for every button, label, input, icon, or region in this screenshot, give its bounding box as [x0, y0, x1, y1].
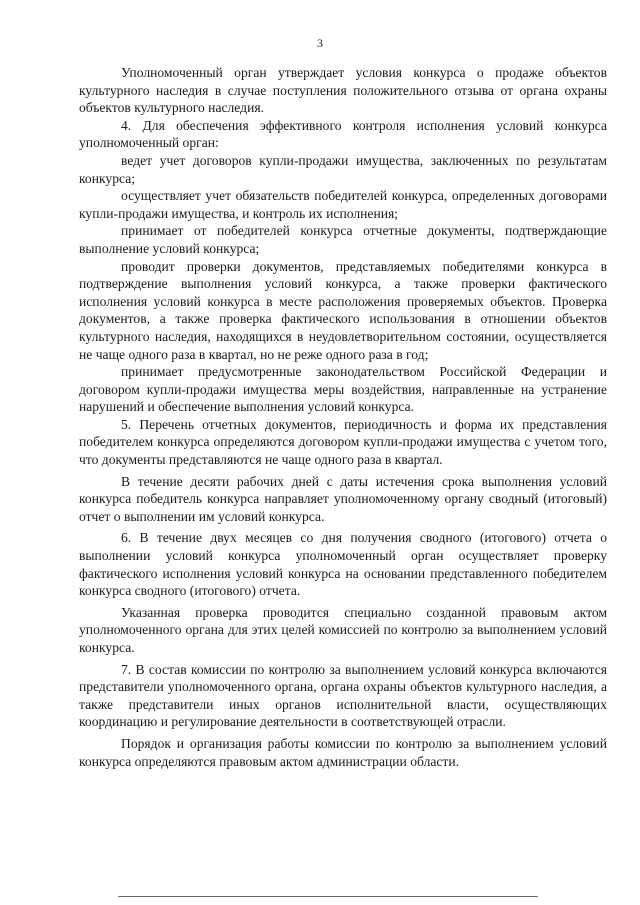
paragraph-12: 7. В состав комиссии по контролю за выполнением условий конкурса включаются представители уполномоченного органа, органа охраны объектов культурного наследия, а также представители иных органов исполнительной власти, осуществляющих координацию и регулирование деятельности в соответствующей отрасли. — [79, 661, 607, 730]
paragraph-11: Указанная проверка проводится специально созданной правовым актом уполномоченного органа для этих целей комиссией по контролю за выполнением условий конкурса. — [79, 604, 607, 655]
paragraph-8: 5. Перечень отчетных документов, периодичность и форма их представления победителем конкурса определяются договором купли-продажи имущества с учетом того, что документы представляются не чаще одного раза в квартал. — [79, 416, 607, 468]
paragraph-10: 6. В течение двух месяцев со дня получения сводного (итогового) отчета о выполнении условий конкурса уполномоченный орган осуществляет проверку фактического исполнения условий конкурса на основании представленного победителем конкурса сводного (итогового) отчета. — [79, 530, 607, 599]
paragraph-2: 4. Для обеспечения эффективного контроля исполнения условий конкурса уполномоченный орган: — [79, 117, 607, 151]
paragraph-13: Порядок и организация работы комиссии по контролю за выполнением условий конкурса определяются правовым актом администрации области. — [79, 735, 607, 769]
paragraph-9: В течение десяти рабочих дней с даты истечения срока выполнения условий конкурса победитель конкурса направляет уполномоченному органу сводный (итоговый) отчет о выполнении им условий конкурса. — [79, 473, 607, 524]
paragraph-6: проводит проверки документов, представляемых победителями конкурса в подтверждение выполнения условий конкурса, а также проверки фактического исполнения условий конкурса в месте расположения проверяемых объектов. Проверка документов, а также проверка фактического использования в отношении объектов культурного наследия, находящихся в неудовлетворительном состоянии, осуществляется не чаще одного раза в квартал, но не реже одного раза в год; — [79, 258, 607, 362]
paragraph-4: осуществляет учет обязательств победителей конкурса, определенных договорами купли-продажи имущества, и контроль их исполнения; — [79, 188, 607, 221]
page-number: 3 — [317, 36, 323, 50]
bottom-divider — [118, 896, 538, 897]
document-body — [79, 64, 607, 770]
paragraph-7: принимает предусмотренные законодательством Российской Федерации и договором купли-продажи имущества меры воздействия, направленные на устранение нарушений и обеспечение выполнения условий конкурса. — [79, 364, 607, 415]
paragraph-3: ведет учет договоров купли-продажи имущества, заключенных по результатам конкурса; — [79, 152, 607, 186]
paragraph-1: Уполномоченный орган утверждает условия конкурса о продаже объектов культурного наследия в случае поступления положительного отзыва от органа охраны объектов культурного наследия. — [79, 65, 607, 116]
paragraph-5: принимает от победителей конкурса отчетные документы, подтверждающие выполнение условий конкурса; — [79, 223, 607, 256]
